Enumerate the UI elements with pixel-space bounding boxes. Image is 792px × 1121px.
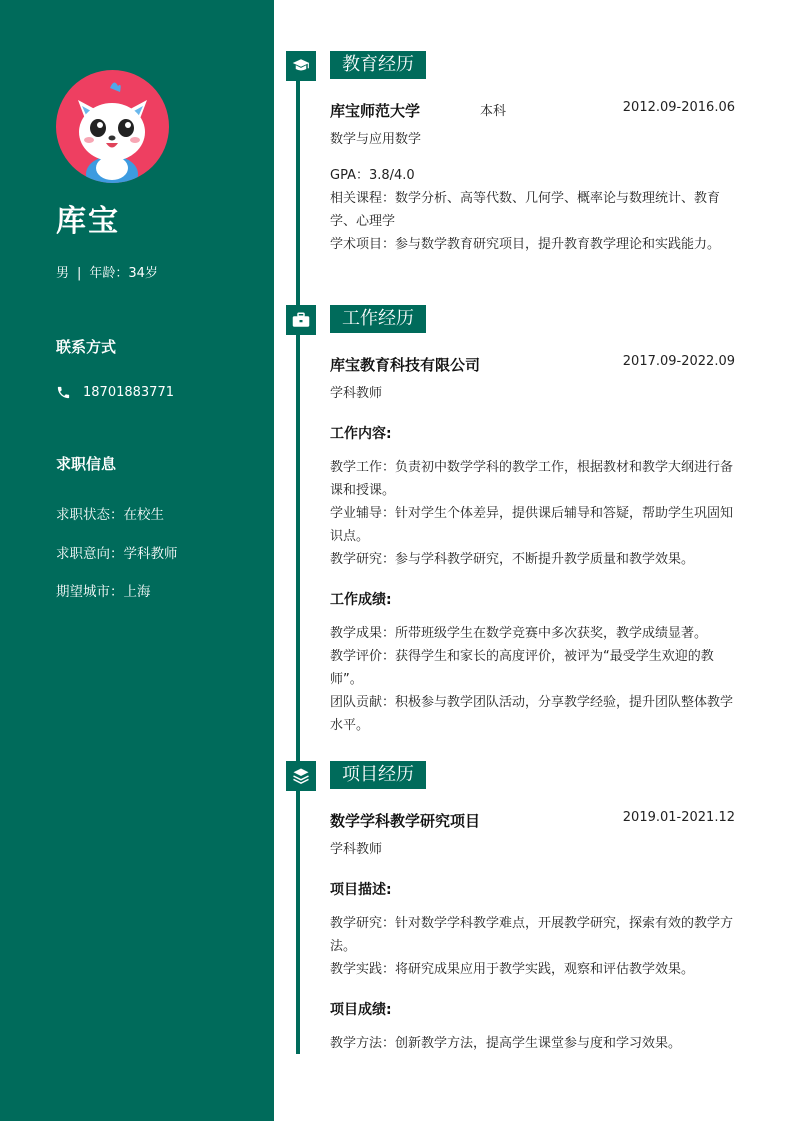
phone-number: 18701883771 — [83, 385, 174, 400]
academic-project: 学术项目：参与数学教育研究项目，提升教育教学理论和实践能力。 — [330, 237, 721, 252]
sidebar — [0, 0, 274, 1121]
list-item: 团队贡献：积极参与教学团队活动，分享教学经验，提升团队整体教学水平。 — [330, 695, 734, 733]
separator: | — [77, 266, 82, 281]
project-desc — [330, 912, 736, 981]
list-item: 教学方法：创新教学方法，提高学生课堂参与度和学习效果。 — [330, 1036, 682, 1051]
job-intention: 求职意向：学科教师 — [56, 546, 178, 562]
education-details — [330, 164, 736, 256]
courses: 相关课程：数学分析、高等代数、几何学、概率论与数理统计、教育学、心理学 — [330, 191, 721, 229]
contact-heading: 联系方式 — [56, 338, 117, 356]
project-results — [330, 1032, 736, 1055]
graduation-cap-icon — [292, 58, 310, 74]
phone-icon — [56, 385, 71, 400]
work-icon-box — [286, 305, 316, 335]
work-results — [330, 622, 736, 737]
list-item: 学业辅导：针对学生个体差异，提供课后辅导和答疑，帮助学生巩固知识点。 — [330, 506, 734, 544]
list-item: 教学实践：将研究成果应用于教学实践，观察和评估教学效果。 — [330, 962, 695, 977]
age: 年龄：34岁 — [89, 266, 158, 281]
education-date: 2012.09-2016.06 — [622, 100, 735, 115]
phone-row — [56, 385, 174, 400]
work-content-heading: 工作内容: — [330, 426, 392, 442]
candidate-name: 库宝 — [56, 204, 120, 239]
gpa: GPA：3.8/4.0 — [330, 168, 415, 183]
education-section-title: 教育经历 — [330, 51, 426, 79]
list-item: 教学研究：参与学科教学研究，不断提升教学质量和教学效果。 — [330, 552, 695, 567]
project-section-title: 项目经历 — [330, 761, 426, 789]
basic-info — [56, 262, 158, 281]
work-date: 2017.09-2022.09 — [622, 354, 735, 369]
project-results-heading: 项目成绩: — [330, 1002, 392, 1018]
briefcase-icon — [292, 312, 310, 328]
job-status: 求职状态：在校生 — [56, 507, 164, 523]
major: 数学与应用数学 — [330, 132, 422, 147]
list-item: 教学成果：所带班级学生在数学竞赛中多次获奖，教学成绩显著。 — [330, 626, 708, 641]
education-icon-box — [286, 51, 316, 81]
work-role: 学科教师 — [330, 386, 383, 401]
work-results-heading: 工作成绩: — [330, 592, 392, 608]
avatar — [56, 70, 169, 183]
job-city: 期望城市：上海 — [56, 584, 151, 600]
list-item: 教学工作：负责初中数学学科的教学工作，根据教材和教学大纲进行备课和授课。 — [330, 460, 734, 498]
project-name: 数学学科教学研究项目 — [330, 812, 481, 830]
company-name: 库宝教育科技有限公司 — [330, 356, 481, 374]
layers-icon — [292, 767, 310, 785]
list-item: 教学评价：获得学生和家长的高度评价，被评为“最受学生欢迎的教师”。 — [330, 649, 714, 687]
cat-mascot-icon — [56, 70, 169, 183]
list-item: 教学研究：针对数学学科教学难点，开展教学研究，探索有效的教学方法。 — [330, 916, 734, 954]
work-section-title: 工作经历 — [330, 305, 426, 333]
project-icon-box — [286, 761, 316, 791]
project-desc-heading: 项目描述: — [330, 882, 392, 898]
project-role: 学科教师 — [330, 842, 383, 857]
degree: 本科 — [480, 104, 507, 119]
school-name: 库宝师范大学 — [330, 102, 421, 120]
gender: 男 — [56, 266, 70, 281]
job-heading: 求职信息 — [56, 455, 117, 473]
project-date: 2019.01-2021.12 — [622, 810, 735, 825]
work-content — [330, 456, 736, 571]
timeline-line — [296, 52, 300, 1054]
